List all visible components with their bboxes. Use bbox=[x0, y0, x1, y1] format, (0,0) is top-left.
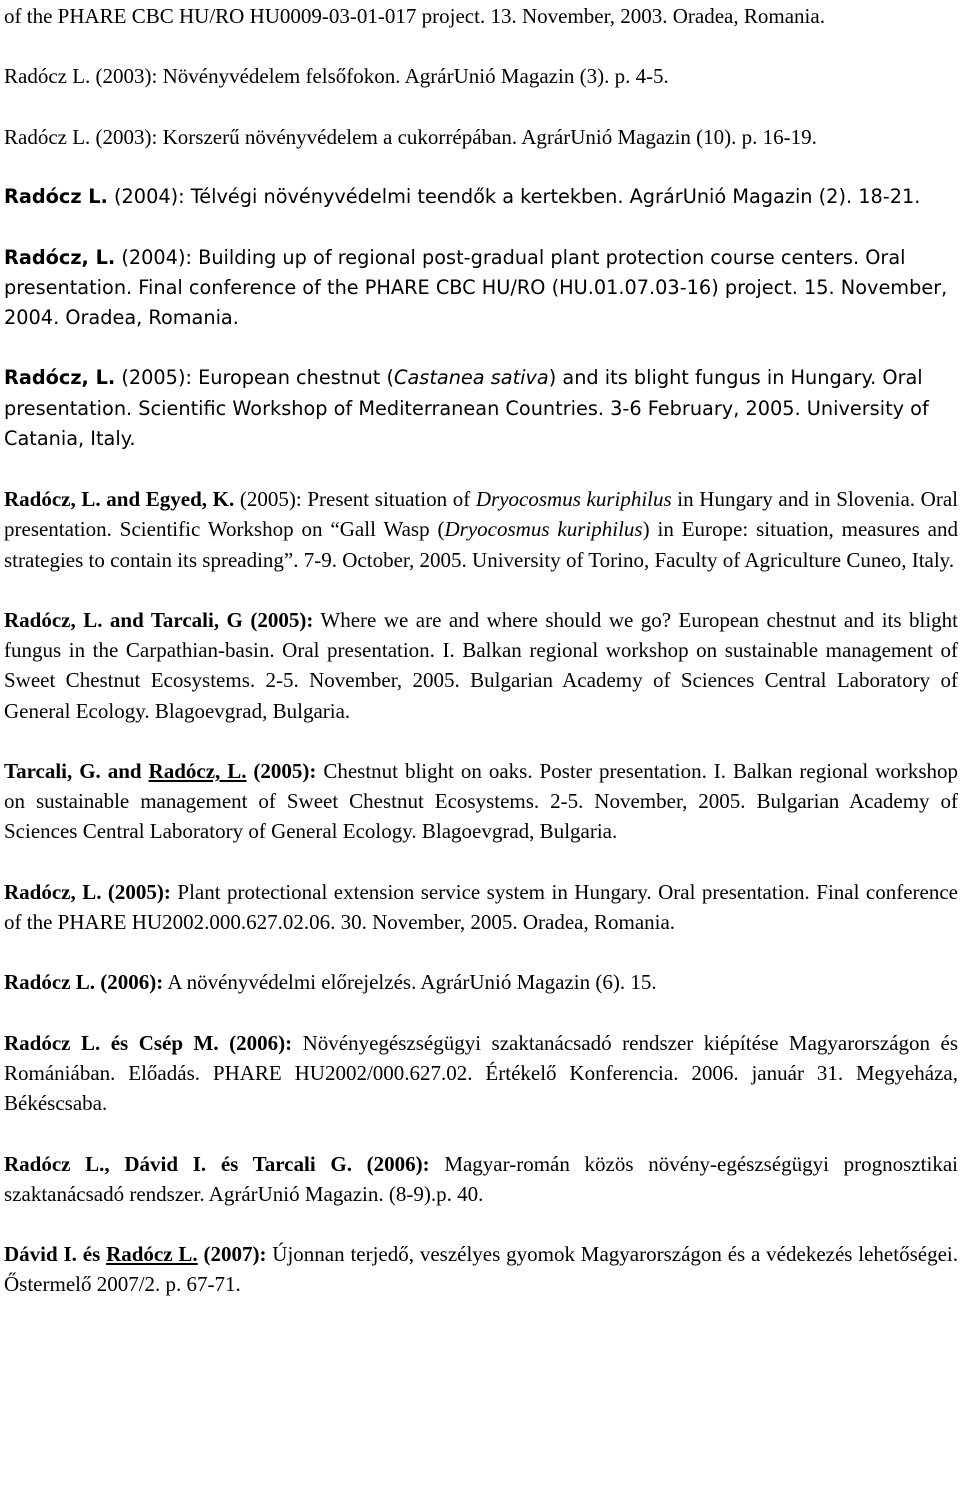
reference-text: Plant protectional extension service system in Hungary. Oral presentation. Final conference of the PHARE HU2002.000.627.02.06. 30. November, 2005. Oradea, Romania. bbox=[4, 879, 958, 934]
reference-text: of the PHARE CBC HU/RO HU0009-03-01-017 project. 13. November, 2003. Oradea, Romania. bbox=[4, 4, 825, 28]
reference-text: Növényegészségügyi szaktanácsadó rendszer kiépítése Magyarországon és Romániában. Előadás. PHARE HU2002/000.627.02. Értékelő Konferencia. 2006. január 31. Megyeháza, Békéscsaba. bbox=[4, 1030, 959, 1116]
reference-entry bbox=[4, 122, 958, 152]
reference-authors: Radócz L. (2006): bbox=[4, 970, 164, 995]
reference-year: (2007): bbox=[197, 1242, 267, 1267]
reference-entry bbox=[4, 484, 958, 575]
underlined-author: Radócz, L. bbox=[148, 758, 247, 783]
reference-entry bbox=[4, 61, 958, 91]
reference-text: (2005): European chestnut ( bbox=[115, 366, 394, 390]
reference-entry bbox=[4, 605, 958, 726]
species-name: Dryocosmus kuriphilus bbox=[475, 487, 672, 512]
reference-entry bbox=[4, 1028, 958, 1119]
reference-authors: Radócz, L. bbox=[4, 245, 116, 269]
reference-text: (2004): Building up of regional post-gradual plant protection course centers. Oral presentation. Final conference of the PHARE CBC HU/RO (HU.01.07.03-16) project. 15. November, 2004. Oradea, Romania. bbox=[4, 245, 948, 329]
reference-text: ) and its blight fungus in Hungary. Oral presentation. Scientific Workshop of Mediterranean Countries. 3-6 February, 2005. University of Catania, Italy. bbox=[4, 366, 929, 450]
reference-text: (2004): Télvégi növényvédelmi teendők a kertekben. AgrárUnió Magazin (2). 18-21. bbox=[107, 185, 921, 209]
reference-text: Újonnan terjedő, veszélyes gyomok Magyarországon és a védekezés lehetőségei. Őstermelő 2007/2. p. 67-71. bbox=[4, 1242, 958, 1297]
reference-authors: Dávid I. és bbox=[4, 1242, 107, 1267]
reference-entry bbox=[4, 756, 958, 847]
reference-entry bbox=[4, 967, 958, 997]
species-name: Castanea sativa bbox=[394, 366, 549, 390]
reference-entry bbox=[4, 1239, 958, 1299]
reference-text: Chestnut blight on oaks. Poster presentation. I. Balkan regional workshop on sustainable management of Sweet Chestnut Ecosystems. 2-5. November, 2005. Bulgarian Academy of Sciences Central Laboratory of General Ecology. Blagoevgrad, Bulgaria. bbox=[4, 758, 958, 844]
reference-text: Where we are and where should we go? European chestnut and its blight fungus in the Carpathian-basin. Oral presentation. I. Balkan regional workshop on sustainable management of Sweet Chestnut Ecosystems. 2-5. November, 2005. Bulgarian Academy of Sciences Central Laboratory of General Ecology. Blagoevgrad, Bulgaria. bbox=[4, 607, 958, 723]
reference-entry bbox=[4, 1, 958, 31]
reference-text: A növényvédelmi előrejelzés. AgrárUnió Magazin (6). 15. bbox=[163, 970, 657, 995]
reference-text: Radócz L. (2003): Növényvédelem felsőfokon. AgrárUnió Magazin (3). p. 4-5. bbox=[4, 64, 669, 89]
reference-entry bbox=[4, 1149, 958, 1209]
reference-authors: Tarcali, G. and bbox=[4, 758, 149, 783]
reference-authors: Radócz L. bbox=[4, 185, 108, 209]
reference-entry bbox=[4, 877, 958, 937]
reference-text: in Hungary and in Slovenia. Oral presentation. Scientific Workshop on “Gall Wasp ( bbox=[4, 487, 958, 542]
reference-authors: Radócz, L. bbox=[4, 366, 116, 390]
reference-text: Magyar-román közös növény-egészségügyi prognosztikai szaktanácsadó rendszer. AgrárUnió Magazin. (8-9).p. 40. bbox=[4, 1151, 958, 1206]
reference-authors: Radócz, L. (2005): bbox=[4, 879, 171, 904]
reference-entry bbox=[4, 243, 958, 334]
reference-authors: Radócz, L. and Tarcali, G (2005): bbox=[4, 607, 314, 632]
reference-authors: Radócz, L. and Egyed, K. bbox=[4, 487, 235, 512]
species-name: Dryocosmus kuriphilus bbox=[444, 517, 643, 542]
reference-text: (2005): Present situation of bbox=[234, 487, 476, 512]
reference-text: ) in Europe: situation, measures and strategies to contain its spreading”. 7-9. October, 2005. University of Torino, Faculty of Agriculture Cuneo, Italy. bbox=[4, 517, 958, 572]
reference-text: Radócz L. (2003): Korszerű növényvédelem a cukorrépában. AgrárUnió Magazin (10). p. 16-19. bbox=[4, 124, 817, 149]
reference-entry bbox=[4, 182, 958, 212]
reference-authors: Radócz L., Dávid I. és Tarcali G. (2006): bbox=[4, 1151, 430, 1176]
underlined-author: Radócz L. bbox=[106, 1242, 198, 1267]
reference-year: (2005): bbox=[246, 758, 317, 783]
reference-entry bbox=[4, 363, 958, 454]
reference-authors: Radócz L. és Csép M. (2006): bbox=[4, 1030, 293, 1055]
